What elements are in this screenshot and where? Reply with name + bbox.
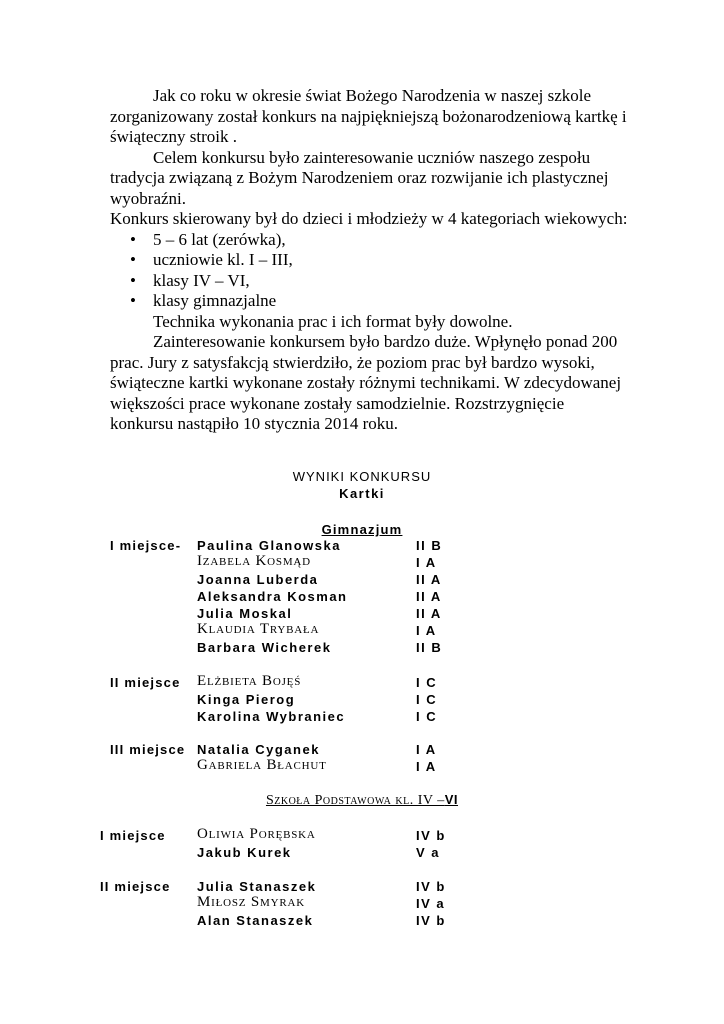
paragraph-technique: Technika wykonania prac i ich format były dowolne. bbox=[153, 311, 513, 331]
table-row bbox=[0, 675, 724, 692]
table-row bbox=[0, 879, 724, 896]
student-name: Miłosz Smyrak bbox=[197, 894, 305, 910]
class-label: IV b bbox=[416, 828, 446, 843]
class-label: II A bbox=[416, 589, 442, 604]
table-row bbox=[0, 555, 724, 572]
bullet-icon: • bbox=[130, 250, 136, 269]
place-label: III miejsce bbox=[110, 742, 186, 757]
student-name: Alan Stanaszek bbox=[197, 913, 314, 928]
class-label: I A bbox=[416, 623, 437, 638]
list-item: • 5 – 6 lat (zerówka), bbox=[130, 229, 286, 249]
results-title: WYNIKI KONKURSU bbox=[292, 469, 432, 484]
student-name: Paulina Glanowska bbox=[197, 538, 341, 553]
list-item: • klasy IV – VI, bbox=[130, 270, 250, 290]
paragraph-categories-intro: Konkurs skierowany był do dzieci i młodzieży w 4 kategoriach wiekowych: bbox=[110, 209, 628, 228]
class-label: II B bbox=[416, 538, 443, 553]
student-name: Jakub Kurek bbox=[197, 845, 292, 860]
table-row bbox=[0, 692, 724, 709]
szkola-podstawowa-heading bbox=[0, 792, 724, 809]
table-row bbox=[0, 742, 724, 759]
student-name: Julia Moskal bbox=[197, 606, 293, 621]
results-subtitle: Kartki bbox=[339, 486, 385, 501]
class-label: I A bbox=[416, 759, 437, 774]
table-row bbox=[0, 538, 724, 555]
class-label: II A bbox=[416, 606, 442, 621]
student-name: Karolina Wybraniec bbox=[197, 709, 346, 724]
place-label: I miejsce- bbox=[110, 538, 182, 553]
table-row bbox=[0, 896, 724, 913]
class-label: I A bbox=[416, 742, 437, 757]
student-name: Natalia Cyganek bbox=[197, 742, 320, 757]
list-item: • uczniowie kl. I – III, bbox=[130, 250, 293, 269]
student-name: Julia Stanaszek bbox=[197, 879, 317, 894]
table-row bbox=[0, 589, 724, 606]
class-label: V a bbox=[416, 845, 441, 860]
place-label: II miejsce bbox=[110, 675, 181, 690]
table-row bbox=[0, 572, 724, 589]
student-name: Elżbieta Bojęś bbox=[197, 673, 302, 689]
student-name: Oliwia Porębska bbox=[197, 826, 316, 842]
table-row bbox=[0, 640, 724, 657]
student-name: Kinga Pierog bbox=[197, 692, 296, 707]
class-label: II B bbox=[416, 640, 443, 655]
class-label: IV b bbox=[416, 879, 446, 894]
bullet-icon: • bbox=[130, 291, 136, 310]
category-list bbox=[110, 230, 630, 312]
bullet-icon: • bbox=[130, 270, 136, 290]
class-label: IV b bbox=[416, 913, 446, 928]
student-name: Joanna Luberda bbox=[197, 572, 319, 587]
student-name: Klaudia Trybała bbox=[197, 621, 320, 637]
table-row bbox=[0, 606, 724, 623]
student-name: Aleksandra Kosman bbox=[197, 589, 348, 604]
paragraph-summary: Zainteresowanie konkursem było bardzo duże. Wpłynęło ponad 200 prac. Jury z satysfakcją stwierdziło, że poziom prac był bardzo wysoki, świąteczne kartki wykonane zostały różnymi technikami. W zdecydowanej większości prace wykonane zostały samodzielnie. Rozstrzygnięcie konkursu nastąpiło 10 stycznia 2014 roku. bbox=[110, 332, 622, 433]
class-label: I C bbox=[416, 692, 438, 707]
heading-bold: VI bbox=[444, 792, 459, 807]
place-label: I miejsce bbox=[100, 828, 166, 843]
paragraph-goal: Celem konkursu było zainteresowanie uczniów naszego zespołu tradycja związaną z Bożym Narodzeniem oraz rozwijanie ich plastycznej wyobraźni. bbox=[110, 147, 609, 208]
student-name: Barbara Wicherek bbox=[197, 640, 332, 655]
table-row bbox=[0, 828, 724, 845]
class-label: II A bbox=[416, 572, 442, 587]
table-row bbox=[0, 845, 724, 862]
place-label: II miejsce bbox=[100, 879, 171, 894]
gimnazjum-heading: Gimnazjum bbox=[321, 522, 403, 537]
class-label: I C bbox=[416, 675, 438, 690]
paragraph-intro: Jak co roku w okresie świat Bożego Narodzenia w naszej szkole zorganizowany został konkurs na najpiękniejszą bożonarodzeniową kartkę i świąteczny stroik . bbox=[110, 86, 627, 146]
class-label: I A bbox=[416, 555, 437, 570]
table-row bbox=[0, 623, 724, 640]
intro-text bbox=[110, 86, 630, 435]
table-row bbox=[0, 709, 724, 726]
heading-main: Szkoła Podstawowa kl. IV – bbox=[265, 793, 445, 808]
bullet-icon: • bbox=[130, 229, 136, 249]
student-name: Izabela Kosmąd bbox=[197, 553, 311, 569]
student-name: Gabriela Błachut bbox=[197, 757, 327, 773]
class-label: IV a bbox=[416, 896, 446, 911]
class-label: I C bbox=[416, 709, 438, 724]
list-item: • klasy gimnazjalne bbox=[130, 291, 277, 310]
table-row bbox=[0, 913, 724, 930]
table-row bbox=[0, 759, 724, 776]
